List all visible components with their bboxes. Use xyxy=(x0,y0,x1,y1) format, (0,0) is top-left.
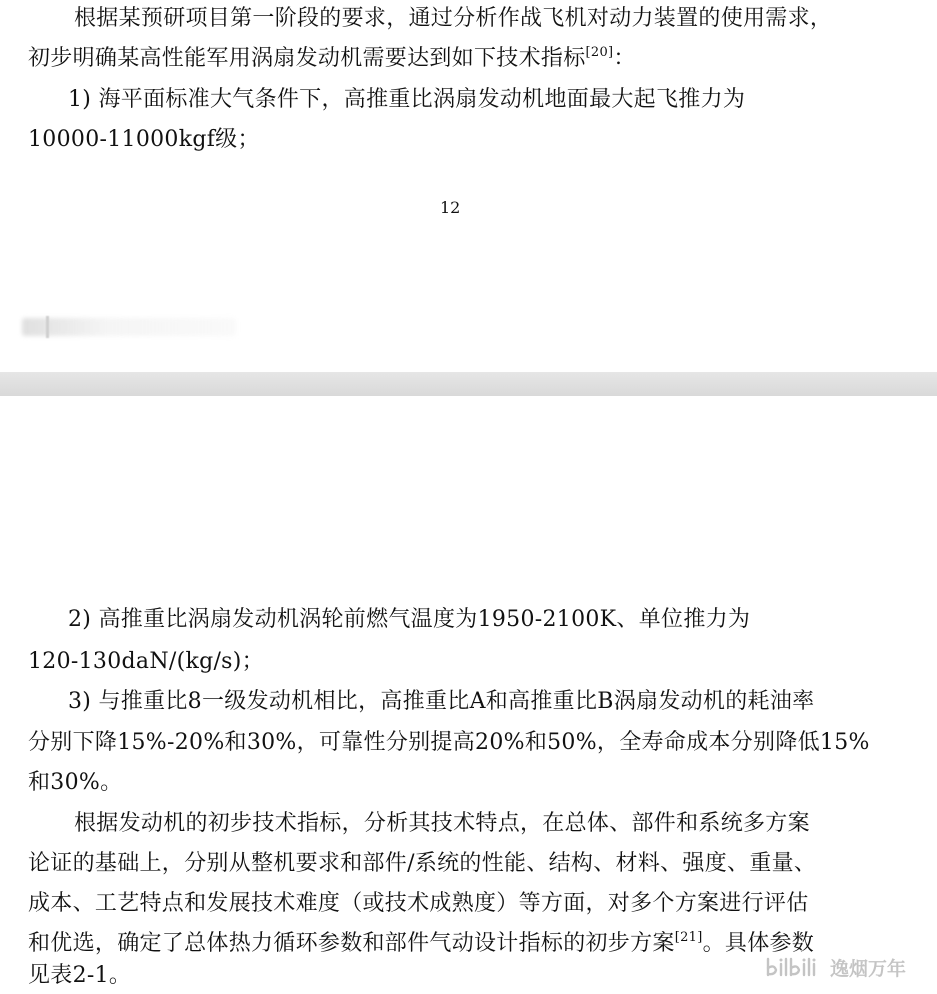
watermark-text: 逸烟万年 xyxy=(830,957,907,980)
paragraph-1-line-2 xyxy=(28,43,636,75)
item-3-line-2: 分别下降15%-20%和30%，可靠性分别提高20%和50%，全寿命成本分别降低15% xyxy=(28,730,870,755)
page-number: 12 xyxy=(440,198,461,217)
paragraph-2-line-5: 见表2-1。 xyxy=(28,963,132,988)
reference-20: [20] xyxy=(585,45,614,60)
paragraph-2-line-4-text: 和优选，确定了总体热力循环参数和部件气动设计指标的初步方案 xyxy=(28,931,675,956)
paragraph-2-line-1: 根据发动机的初步技术指标，分析其技术特点，在总体、部件和系统多方案 xyxy=(74,811,810,836)
paragraph-2-line-3: 成本、工艺特点和发展技术难度（或技术成熟度）等方面，对多个方案进行评估 xyxy=(28,891,809,916)
item-2-line-2: 120-130daN/(kg/s)； xyxy=(28,649,264,674)
item-1-line-2: 10000-11000kgf级； xyxy=(28,127,260,152)
bilibili-logo-icon xyxy=(764,955,822,979)
paragraph-1-line-1: 根据某预研项目第一阶段的要求，通过分析作战飞机对动力装置的使用需求， xyxy=(74,6,833,31)
reference-21: [21] xyxy=(674,930,703,945)
paragraph-2-line-4 xyxy=(28,928,814,960)
item-1-line-1: 1) 海平面标准大气条件下，高推重比涡扇发动机地面最大起飞推力为 xyxy=(68,87,746,112)
page-break-gap xyxy=(0,372,937,396)
item-3-line-3: 和30%。 xyxy=(28,770,123,795)
item-2-line-1: 2) 高推重比涡扇发动机涡轮前燃气温度为1950-2100K、单位推力为 xyxy=(68,607,751,632)
paragraph-1-line-2-end: ： xyxy=(613,46,636,71)
item-3-line-1: 3) 与推重比8一级发动机相比，高推重比A和高推重比B涡扇发动机的耗油率 xyxy=(68,689,815,714)
watermark xyxy=(764,953,906,981)
paragraph-1-line-2-text: 初步明确某高性能军用涡扇发动机需要达到如下技术指标 xyxy=(28,46,586,71)
blurred-footer-mark xyxy=(22,318,236,336)
document-page-top xyxy=(0,0,937,372)
document-page-bottom xyxy=(0,396,937,994)
blurred-footer-tick xyxy=(46,316,49,338)
paragraph-2-line-2: 论证的基础上，分别从整机要求和部件/系统的性能、结构、材料、强度、重量、 xyxy=(28,851,817,876)
paragraph-2-line-4-end: 。具体参数 xyxy=(702,931,815,956)
